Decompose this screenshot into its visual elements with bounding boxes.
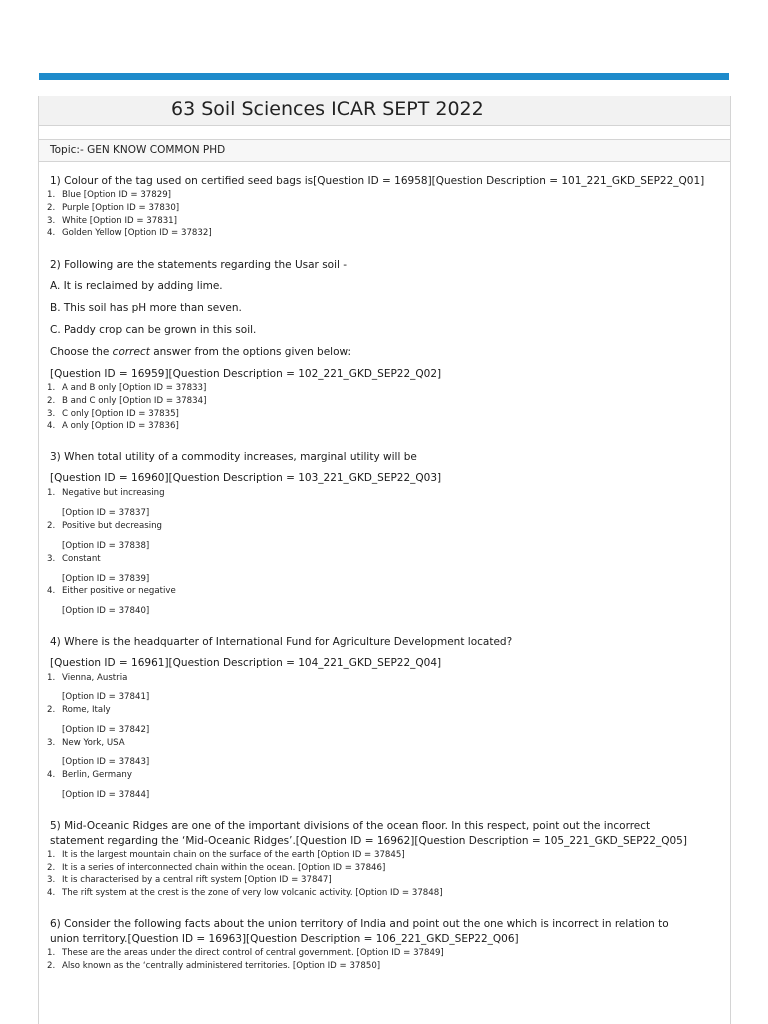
option-id: [Option ID = 37839]	[62, 574, 150, 584]
statement-a: A. It is reclaimed by adding lime.	[50, 280, 223, 292]
option-id: [Option ID = 37843]	[62, 757, 150, 767]
question-id: [Question ID = 16960][Question Description = 103_221_GKD_SEP22_Q03]	[50, 472, 442, 484]
instruction: Choose the correct answer from the options given below:	[50, 346, 352, 358]
option-number: 2.	[47, 396, 56, 406]
option-text: Constant	[62, 554, 101, 564]
option-number: 1.	[47, 488, 56, 498]
option-text: The rift system at the crest is the zone of very low volcanic activity. [Option ID = 37848]	[62, 888, 443, 898]
option-number: 2.	[47, 203, 56, 213]
topic-label: Topic:- GEN KNOW COMMON PHD	[50, 144, 226, 156]
option-number: 1.	[47, 948, 56, 958]
option-text: A and B only [Option ID = 37833]	[62, 383, 207, 393]
question-text: 2) Following are the statements regarding the Usar soil -	[50, 259, 348, 271]
option-number: 2.	[47, 521, 56, 531]
option-number: 1.	[47, 673, 56, 683]
option-text: It is a series of interconnected chain within the ocean. [Option ID = 37846]	[62, 863, 386, 873]
option-id: [Option ID = 37842]	[62, 725, 150, 735]
option-id: [Option ID = 37841]	[62, 692, 150, 702]
question-text: 6) Consider the following facts about the union territory of India and point out the one which is incorrect in relation to	[50, 918, 669, 930]
option-number: 4.	[47, 586, 56, 596]
title-header	[39, 96, 730, 126]
option-id: [Option ID = 37838]	[62, 541, 150, 551]
question-id: [Question ID = 16961][Question Description = 104_221_GKD_SEP22_Q04]	[50, 657, 442, 669]
option-text: Also known as the ‘centrally administered territories. [Option ID = 37850]	[62, 961, 381, 971]
top-accent-bar	[39, 73, 729, 80]
option-number: 3.	[47, 738, 56, 748]
option-text: A only [Option ID = 37836]	[62, 421, 179, 431]
option-text: It is the largest mountain chain on the surface of the earth [Option ID = 37845]	[62, 850, 405, 860]
statement-b: B. This soil has pH more than seven.	[50, 302, 242, 314]
option-text: C only [Option ID = 37835]	[62, 409, 179, 419]
option-text: Negative but increasing	[62, 488, 165, 498]
option-text: Rome, Italy	[62, 705, 111, 715]
option-text: These are the areas under the direct control of central government. [Option ID = 37849]	[62, 948, 444, 958]
option-id: [Option ID = 37837]	[62, 508, 150, 518]
option-number: 4.	[47, 888, 56, 898]
option-text: Purple [Option ID = 37830]	[62, 203, 180, 213]
question-text: 4) Where is the headquarter of International Fund for Agriculture Development located?	[50, 636, 513, 648]
topic-header	[39, 139, 730, 162]
option-number: 3.	[47, 216, 56, 226]
option-text: New York, USA	[62, 738, 125, 748]
option-text: White [Option ID = 37831]	[62, 216, 177, 226]
question-text: 3) When total utility of a commodity increases, marginal utility will be	[50, 451, 417, 463]
option-id: [Option ID = 37844]	[62, 790, 150, 800]
question-text: 1) Colour of the tag used on certified seed bags is[Question ID = 16958][Question Description = 101_221_GKD_SEP22_Q01]	[50, 175, 705, 187]
option-text: Golden Yellow [Option ID = 37832]	[62, 228, 212, 238]
option-number: 3.	[47, 554, 56, 564]
option-number: 1.	[47, 850, 56, 860]
option-text: B and C only [Option ID = 37834]	[62, 396, 207, 406]
option-number: 2.	[47, 961, 56, 971]
option-number: 2.	[47, 863, 56, 873]
option-number: 1.	[47, 383, 56, 393]
page-title: 63 Soil Sciences ICAR SEPT 2022	[171, 98, 484, 120]
option-text: Positive but decreasing	[62, 521, 162, 531]
option-id: [Option ID = 37840]	[62, 606, 150, 616]
option-number: 4.	[47, 421, 56, 431]
option-text: Berlin, Germany	[62, 770, 132, 780]
option-number: 3.	[47, 875, 56, 885]
option-text: Blue [Option ID = 37829]	[62, 190, 172, 200]
option-number: 4.	[47, 228, 56, 238]
question-text-continued: statement regarding the ‘Mid-Oceanic Ridges’.[Question ID = 16962][Question Description = 105_221_GKD_SEP22_Q05]	[50, 835, 687, 847]
option-text: Either positive or negative	[62, 586, 176, 596]
option-number: 1.	[47, 190, 56, 200]
statement-c: C. Paddy crop can be grown in this soil.	[50, 324, 257, 336]
question-text: 5) Mid-Oceanic Ridges are one of the important divisions of the ocean floor. In this respect, point out the incorrect	[50, 820, 651, 832]
option-number: 3.	[47, 409, 56, 419]
option-number: 2.	[47, 705, 56, 715]
question-id: [Question ID = 16959][Question Description = 102_221_GKD_SEP22_Q02]	[50, 368, 442, 380]
question-text-continued: union territory.[Question ID = 16963][Question Description = 106_221_GKD_SEP22_Q06]	[50, 933, 519, 945]
option-number: 4.	[47, 770, 56, 780]
option-text: Vienna, Austria	[62, 673, 128, 683]
option-text: It is characterised by a central rift system [Option ID = 37847]	[62, 875, 332, 885]
